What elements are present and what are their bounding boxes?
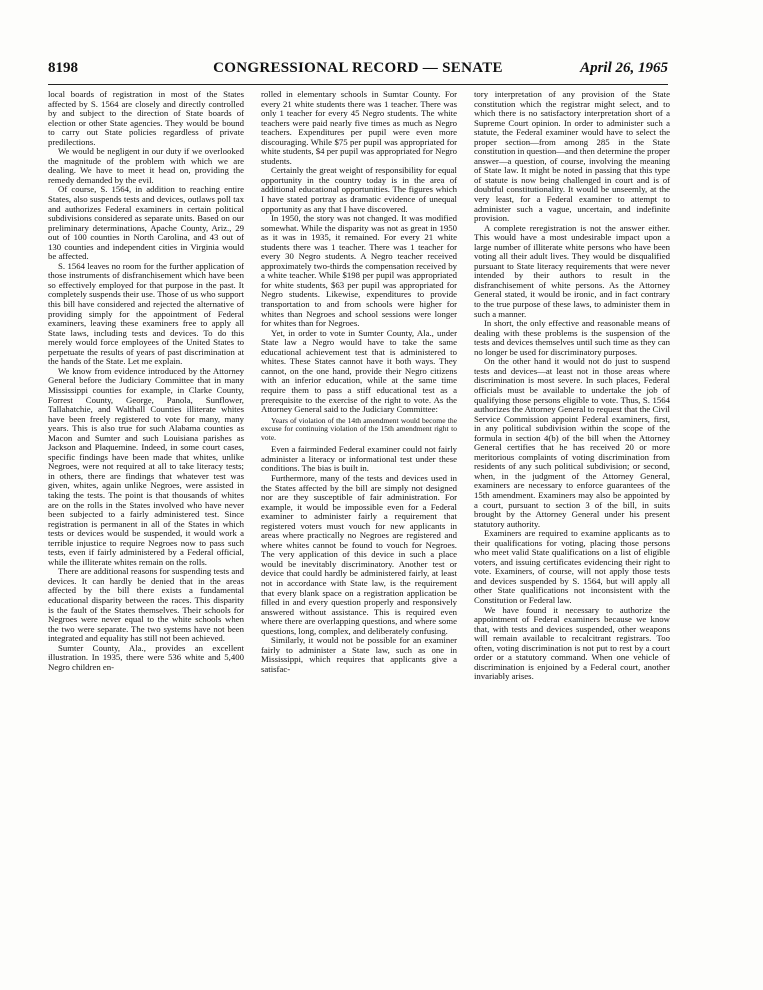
paragraph: We know from evidence introduced by the Attorney General before the Judiciary Committee that in many Mississippi counties for example, in Clarke County, Forrest County, George, Panola, Sunflower, Tallahatchie, and Walthall Counties illiterate whites have been freely registered to vote for many, many years. This is also true for such Alabama counties as Macon and Sumter and such Louisiana parishes as Jackson and Plaquemine. Indeed, in some court cases, specific findings have been made that whites, unlike Negroes, were not required at all to take literacy tests; in others, there are findings that whatever test was given, whites, again unlike Negroes, were assisted in taking the tests. The point is that thousands of whites are on the rolls in the States involved who have never been subjected to a fairly administered test. Since registration is permanent in all of the States in which tests or devices would be suspended, it would work a terrible injustice to require Negroes now to pass such tests, even if fairly administered by a Federal official, while the illiterate whites remain on the rolls. bbox=[48, 365, 244, 567]
paragraph: local boards of registration in most of the States affected by S. 1564 are closely and directly controlled by and subject to the direction of State boards of election or other State agencies. They would be bound to carry out State policies regardless of private predilections. bbox=[48, 89, 244, 147]
paragraph: Examiners are required to examine applicants as to their qualifications for voting, placing those persons who meet valid State qualifications on a list of eligible voters, and issuing certificates evidencing their right to vote. Examiners, of course, will not apply those tests and devices suspended by S. 1564, but will apply all other State qualifications not inconsistent with the Constitution or Federal law. bbox=[474, 528, 670, 605]
paragraph: We would be negligent in our duty if we overlooked the magnitude of the problem with which we are dealing. We have to meet it head on, providing the remedy demanded by the evil. bbox=[48, 146, 244, 185]
block-quote: Years of violation of the 14th amendment would become the excuse for continuing violation of the 15th amendment right to vote. bbox=[261, 415, 457, 442]
page-number: 8198 bbox=[48, 60, 78, 76]
text-column-3 bbox=[474, 90, 670, 682]
text-column-2 bbox=[261, 90, 457, 675]
publication-title: CONGRESSIONAL RECORD — SENATE bbox=[213, 60, 503, 76]
issue-date: April 26, 1965 bbox=[580, 60, 668, 76]
paragraph: rolled in elementary schools in Sumtar County. For every 21 white students there was 1 teacher. There was only 1 teacher for every 45 Negro students. The white teachers were paid nearly five times as much as Negro teachers. Expenditures per pupil were even more discouraging. While $75 per pupil was appropriated for white students, $4 per pupil was appropriated for Negro students. bbox=[261, 89, 457, 166]
paragraph: Similarly, it would not be possible for an examiner fairly to administer a State law, such as one in Mississippi, which requires that applicants give a satisfac- bbox=[261, 635, 457, 674]
header-rule bbox=[48, 84, 668, 85]
paragraph: tory interpretation of any provision of the State constitution which the registrar might select, and to which there is no satisfactory interpretation short of a Supreme Court opinion. In order to administer such a statute, the Federal examiner would have to select the proper section—from among 285 in the State constitution in question—and then determine the proper answer—a question, of course, involving the meaning of State law. It might be noted in passing that this type of statute is now being challenged in court and is of doubtful constitutionality. It would be unseemly, at the very least, for a Federal examiner to attempt to administer such a vague, uncertain, and indefinite provision. bbox=[474, 89, 670, 224]
page-header bbox=[48, 60, 668, 82]
paragraph: Certainly the great weight of responsibility for equal opportunity in the country today is in the area of additional educational opportunities. The figures which I have stated portray as dramatic evidence of unequal opportunity as any that I have discovered. bbox=[261, 165, 457, 214]
paragraph: On the other hand it would not do just to suspend tests and devices—at least not in those areas where discrimination is most severe. In such places, Federal officials must be available to undertake the job of qualifying those persons eligible to vote. Thus, S. 1564 authorizes the Attorney General to request that the Civil Service Commission appoint Federal examiners, first, in any political subdivision within the scope of the formula in section 4(b) of the bill when the Attorney General certifies that he has received 20 or more meritorious complaints of voting discrimination from residents of any such political subdivision; or second, when, in the judgment of the Attorney General, examiners are necessary to enforce guarantees of the 15th amendment. Examiners may also be appointed by a court, pursuant to section 3 of the bill, in suits brought by the Attorney General under his present statutory authority. bbox=[474, 356, 670, 529]
paragraph: S. 1564 leaves no room for the further application of those instruments of disfranchisement which have been so effectively employed for that purpose in the past. It completely suspends their use. Those of us who support this bill have considered and rejected the alternative of providing simply for the appointment of Federal examiners, leaving these examiners free to apply all State laws, including tests and devices. To do this merely would force employees of the United States to perpetuate the results of years of past discrimination at the hands of the State. Let me explain. bbox=[48, 260, 244, 367]
paragraph: Even a fairminded Federal examiner could not fairly administer a literacy or informational test under these conditions. The bias is built in. bbox=[261, 444, 457, 474]
paragraph: Yet, in order to vote in Sumter County, Ala., under State law a Negro would have to take the same educational achievement test that is administered to whites. These States cannot have it both ways. They cannot, on the one hand, provide their Negro citizens with an inferior education, while at the same time require them to pass a stiff educational test as a prerequisite to the exercise of the right to vote. As the Attorney General said to the Judiciary Committee: bbox=[261, 327, 457, 415]
paragraph: In 1950, the story was not changed. It was modified somewhat. While the disparity was not as great in 1950 as it was in 1935, it remained. For every 21 white students there was 1 teacher. There was 1 teacher for every 30 Negro students. A Negro teacher received approximately two-thirds the compensation received by a white teacher. While $198 per pupil was appropriated for white students, $63 per pupil was appropriated for Negro students. Likewise, expenditures to provide transportation to and from schools were higher for whites than Negroes and school sessions were longer for whites than for Negroes. bbox=[261, 213, 457, 329]
paragraph: In short, the only effective and reasonable means of dealing with these problems is the suspension of the tests and devices themselves until such time as they can no longer be used for discriminatory purposes. bbox=[474, 318, 670, 357]
paragraph: There are additional reasons for suspending tests and devices. It can hardly be denied that in the areas affected by the bill there exists a fundamental educational disparity between the races. This disparity is the fault of the States themselves. Their schools for Negroes were never equal to the white schools when the two were separate. The two systems have not been integrated and equality has still not been achieved. bbox=[48, 566, 244, 644]
paragraph: A complete reregistration is not the answer either. This would have a most undesirable impact upon a large number of illiterate white persons who have been voting all their adult lives. They would be disqualified pursuant to State literacy requirements that were never intended by their authors to result in the disfranchisement of white persons. As the Attorney General stated, it would be ironic, and in fact contrary to the true purpose of these laws, to administer them in such a manner. bbox=[474, 222, 670, 319]
text-column-1 bbox=[48, 90, 244, 672]
paragraph: Furthermore, many of the tests and devices used in the States affected by the bill are simply not designed nor are they susceptible of fair administration. For example, it would be impossible even for a Federal examiner to administer fairly a requirement that registered voters must vouch for new applicants in areas where practically no Negroes are registered and where whites cannot be found to vouch for Negroes. The very application of this device in such a place would be inevitably discriminatory. Another test or device that could hardly be administered fairly, at least not in accordance with State law, is the requirement that every blank space on a registration application be filled in and every question properly and responsively answered without assistance. This is required even where there are overlapping questions, and where some questions, long, complex, and deliberately confusing. bbox=[261, 473, 457, 636]
paragraph: Of course, S. 1564, in addition to reaching entire States, also suspends tests and devices, outlaws poll tax and authorizes Federal examiners in certain political subdivisions considered as separate units. Based on our preliminary determinations, Apache County, Ariz., 29 out of 100 counties in North Carolina, and 43 out of 130 counties and independent cities in Virginia would be affected. bbox=[48, 184, 244, 262]
paragraph: We have found it necessary to authorize the appointment of Federal examiners because we know that, with tests and devices suspended, other weapons will remain available to recalcitrant registrars. Too often, voting discrimination is not put to rest by a court order or a statutory command. When one vehicle of discrimination is enjoined by a Federal court, another invariably arises. bbox=[474, 604, 670, 682]
paragraph: Sumter County, Ala., provides an excellent illustration. In 1935, there were 536 white and 5,400 Negro children en- bbox=[48, 642, 244, 672]
